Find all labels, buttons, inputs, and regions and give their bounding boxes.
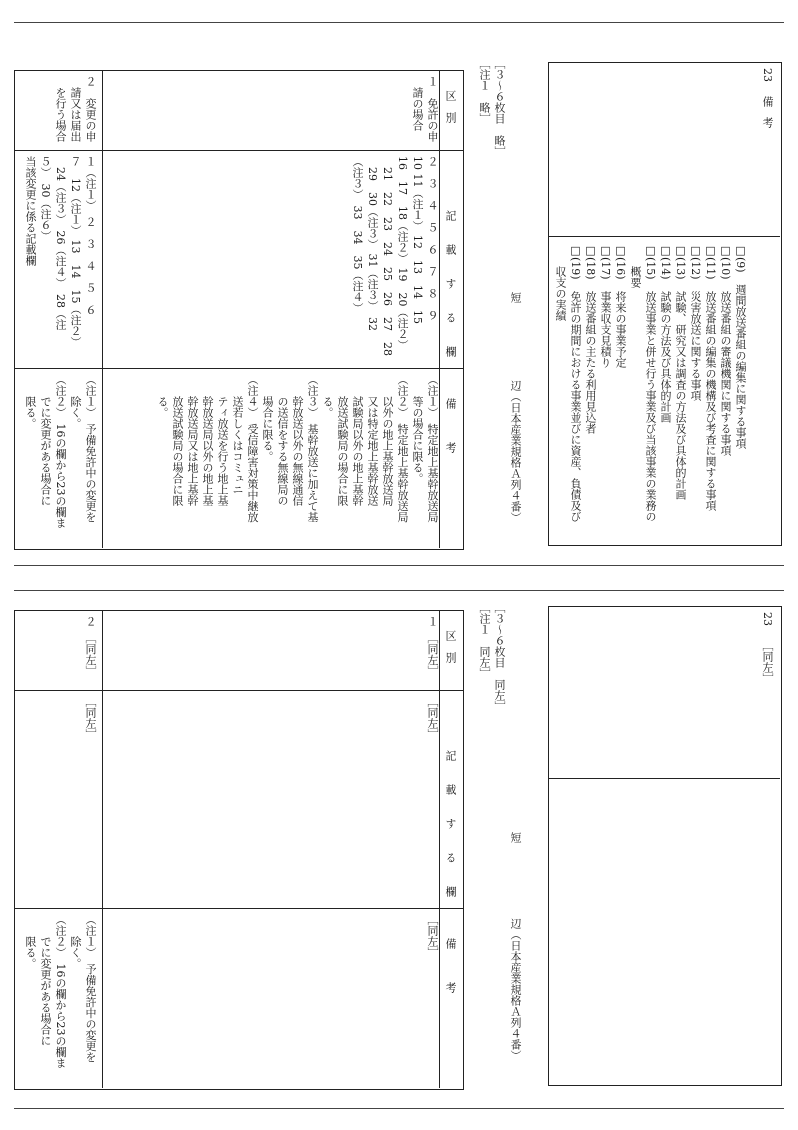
bottom-form-number: 23 — [761, 612, 774, 626]
bottom-table-col-rule-2 — [14, 908, 463, 909]
checklist-item: □(19) 免許の期間における事業並びに資産、負債及び — [569, 244, 582, 522]
top-row2-notes: （注１） 予備免許中の変更を 除く。 （注２） 16の欄から23の欄ま でに変更がある場合に 限る。 — [24, 374, 97, 529]
top-sheet-label: ［３～６枚目 略］ — [493, 58, 506, 157]
top-header-kisai: 記 載 す る 欄 — [444, 210, 457, 363]
bottom-row1-notes: ［同左］ — [426, 914, 439, 958]
top-table-col-rule-1 — [14, 150, 463, 151]
top-row1-notes: （注１） 特定地上基幹放送局 等の場合に限る。 （注２） 特定地上基幹放送局 以外の地上基幹放送局 又は特定地上基幹放送 試験局以外の地上基幹 放送試験局の場合に限 る。 （注３） 基幹放送に加えて基 幹放送以外の無線通信 の送信をする無線局の 場合に限る。 （注４） 受信障害対策中継放 送若しくはコミュニ ティ放送を行う地上基 幹放送局以外の地上基 幹放送局又は地上基幹 放送試験局の場合に限 る。 — [156, 374, 439, 523]
bottom-table-row-rule — [102, 610, 103, 1088]
bottom-header-kubetsu: 区 別 — [444, 630, 457, 663]
top-form-remarks: 備考 — [761, 96, 774, 138]
checklist-item: □(17) 事業収支見積り — [599, 244, 612, 368]
top-short-edge-note: 辺（日本産業規格Ａ列４番） — [509, 380, 522, 523]
checklist-item: 概要 — [629, 244, 642, 288]
checklist-item: □(15) 放送事業と併せ行う事業及び当該事業の業務の — [644, 244, 657, 522]
top-form-box-divider — [548, 236, 780, 237]
bottom-row2-fields: ［同左］ — [84, 696, 97, 740]
bottom-form-box-divider — [548, 778, 780, 779]
top-row1-fields: ２ ３ ４ ５ ６ ７ ８ ９ 10 11（注１） 12 13 14 15 16 17 18（注２） 19 20（注２） 21 22 23 24 25 26 27 28 29 30（注３） 31（注３） 32 （注３） 33 34 35（注４） — [351, 156, 439, 356]
top-header-kubetsu: 区 別 — [444, 90, 457, 123]
middle-separator-1 — [14, 565, 784, 566]
checklist-item: □(16) 将来の事業予定 — [614, 244, 627, 368]
bottom-table-col-rule-1 — [14, 690, 463, 691]
checklist-item: □(10) 放送番組の審議機関に関する事項 — [719, 244, 732, 456]
bottom-row2-notes: （注１） 予備免許中の変更を 除く。 （注２） 16の欄から23の欄ま でに変更がある場合に 限る。 — [24, 914, 97, 1069]
bottom-row2-kubetsu: ２ ［同左］ — [84, 616, 97, 677]
checklist-item: 収支の実績 — [554, 244, 567, 321]
checklist-item: □(12) 災害放送に関する事項 — [689, 244, 702, 401]
top-form-number: 23 — [761, 68, 774, 82]
top-row1-kubetsu: １ 免許の申 請の場合 — [411, 76, 439, 142]
bottom-sheet-label: ［３～６枚目 同左］ — [493, 602, 506, 712]
bottom-short-edge: 短 — [509, 832, 522, 843]
bottom-separator — [14, 1108, 784, 1109]
top-separator — [14, 22, 784, 23]
top-table-col-rule-2 — [14, 368, 463, 369]
checklist-item: □(14) 試験の方法及び具体的計画 — [659, 244, 672, 423]
bottom-header-kisai: 記 載 す る 欄 — [444, 750, 457, 903]
bottom-form-box — [548, 606, 782, 1086]
bottom-short-edge-note: 辺（日本産業規格Ａ列４番） — [509, 918, 522, 1061]
top-note-ref: ［注１ 略］ — [478, 58, 491, 124]
top-row2-fields: １（注１） ２ ３ ４ ５ ６ ７ 12（注１） 13 14 15（注２） 24（注３） 26（注４） 28（注 ５） 30（注６） 当該変更に係る記載欄 — [24, 156, 97, 348]
checklist-item: □(9) 週間放送番組の編集に関する事項 — [734, 244, 747, 449]
bottom-header-biko: 備 考 — [444, 938, 457, 993]
top-header-biko: 備 考 — [444, 398, 457, 453]
checklist-item: □(11) 放送番組の編集の機構及び考査に関する事項 — [704, 244, 717, 511]
top-row2-kubetsu: ２ 変更の申 請又は届出 を行う場合 — [54, 76, 97, 142]
top-table-row-rule — [102, 70, 103, 548]
bottom-note-ref: ［注１ 同左］ — [478, 602, 491, 679]
bottom-row1-fields: ［同左］ — [426, 696, 439, 740]
middle-separator-2 — [14, 590, 784, 591]
checklist-item: □(13) 試験、研究又は調査の方法及び具体的計画 — [674, 244, 687, 500]
checklist-item: □(18) 放送番組の主たる利用見込者 — [584, 244, 597, 434]
bottom-table-header-rule — [439, 610, 440, 1088]
bottom-form-remarks: ［同左］ — [761, 640, 774, 684]
top-short-edge: 短 — [509, 292, 522, 303]
bottom-row1-kubetsu: １ ［同左］ — [426, 616, 439, 677]
